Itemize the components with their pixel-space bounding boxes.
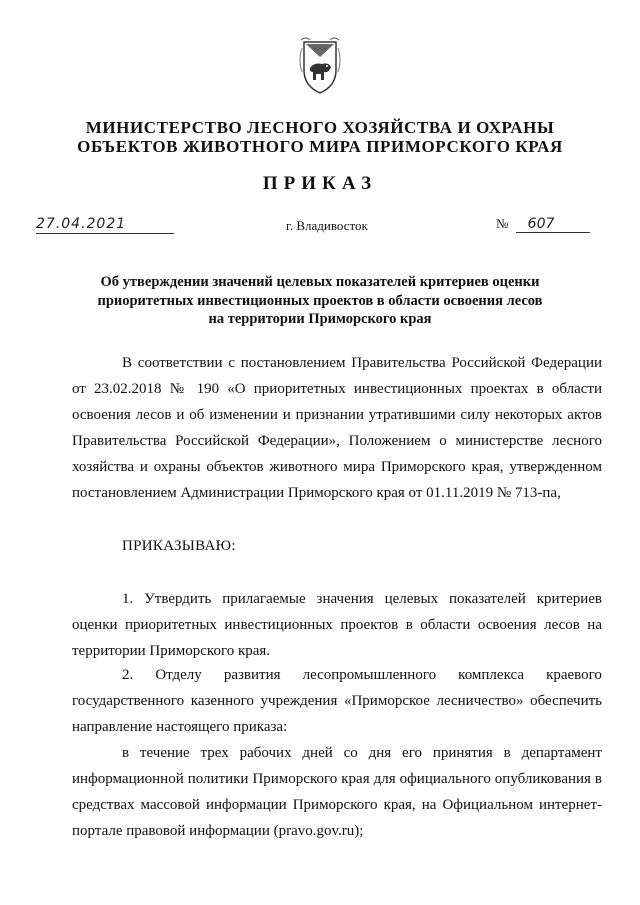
coat-of-arms-icon bbox=[296, 36, 344, 96]
ministry-name-line2: ОБЪЕКТОВ ЖИВОТНОГО МИРА ПРИМОРСКОГО КРАЯ bbox=[77, 137, 563, 156]
item-2-word-1: Отделу bbox=[155, 667, 202, 683]
item-2-word-2: развития bbox=[223, 667, 281, 683]
document-date: 27.04.2021 bbox=[36, 216, 174, 234]
preamble-paragraph: В соответствии с постановлением Правительства Российской Федерации от 23.02.2018 № 190 «О приоритетных инвестиционных проектах в области освоения лесов и об изменении и признании утратившими силу некоторых актов Правительства Российской Федерации», Положением о министерстве лесного хозяйства и охраны объектов животного мира Приморского края, утвержденном постановлением Администрации Приморского края от 01.11.2019 № 713-па, bbox=[72, 355, 602, 501]
number-sign: № bbox=[496, 216, 509, 231]
item-2-word-3: лесопромышленного bbox=[302, 667, 437, 683]
item-2-subitem-paragraph: в течение трех рабочих дней со дня его принятия в департамент информационной политики Приморского края для официального опубликования в средствах массовой информации Приморского края, на Официальном интернет-портале правовой информации (pravo.gov.ru); bbox=[72, 745, 602, 839]
ministry-name-line1: МИНИСТЕРСТВО ЛЕСНОГО ХОЗЯЙСТВА И ОХРАНЫ bbox=[85, 118, 555, 137]
item-2-first-line bbox=[72, 662, 602, 688]
document-number: 607 bbox=[516, 216, 590, 233]
subject-line3: на территории Приморского края bbox=[208, 311, 432, 327]
document-number-block bbox=[496, 216, 590, 233]
subject-line2: приоритетных инвестиционных проектов в области освоения лесов bbox=[97, 292, 543, 309]
item-2-word-5: краевого bbox=[546, 667, 602, 683]
item-2-number: 2. bbox=[122, 667, 134, 683]
item-1-paragraph: 1. Утвердить прилагаемые значения целевых показателей критериев оценки приоритетных инвестиционных проектов в области освоения лесов на территории Приморского края. bbox=[72, 591, 602, 659]
document-meta-row bbox=[0, 216, 640, 238]
subject-line1: Об утверждении значений целевых показателей критериев оценки bbox=[100, 274, 540, 290]
document-type-title: ПРИКАЗ bbox=[262, 173, 378, 194]
item-2-paragraph: государственного казенного учреждения «Приморское лесничество» обеспечить направление настоящего приказа: bbox=[72, 693, 602, 735]
item-2-word-4: комплекса bbox=[458, 667, 524, 683]
order-word: ПРИКАЗЫВАЮ: bbox=[122, 538, 236, 554]
document-city: г. Владивосток bbox=[286, 218, 368, 233]
document-subject bbox=[70, 273, 570, 329]
